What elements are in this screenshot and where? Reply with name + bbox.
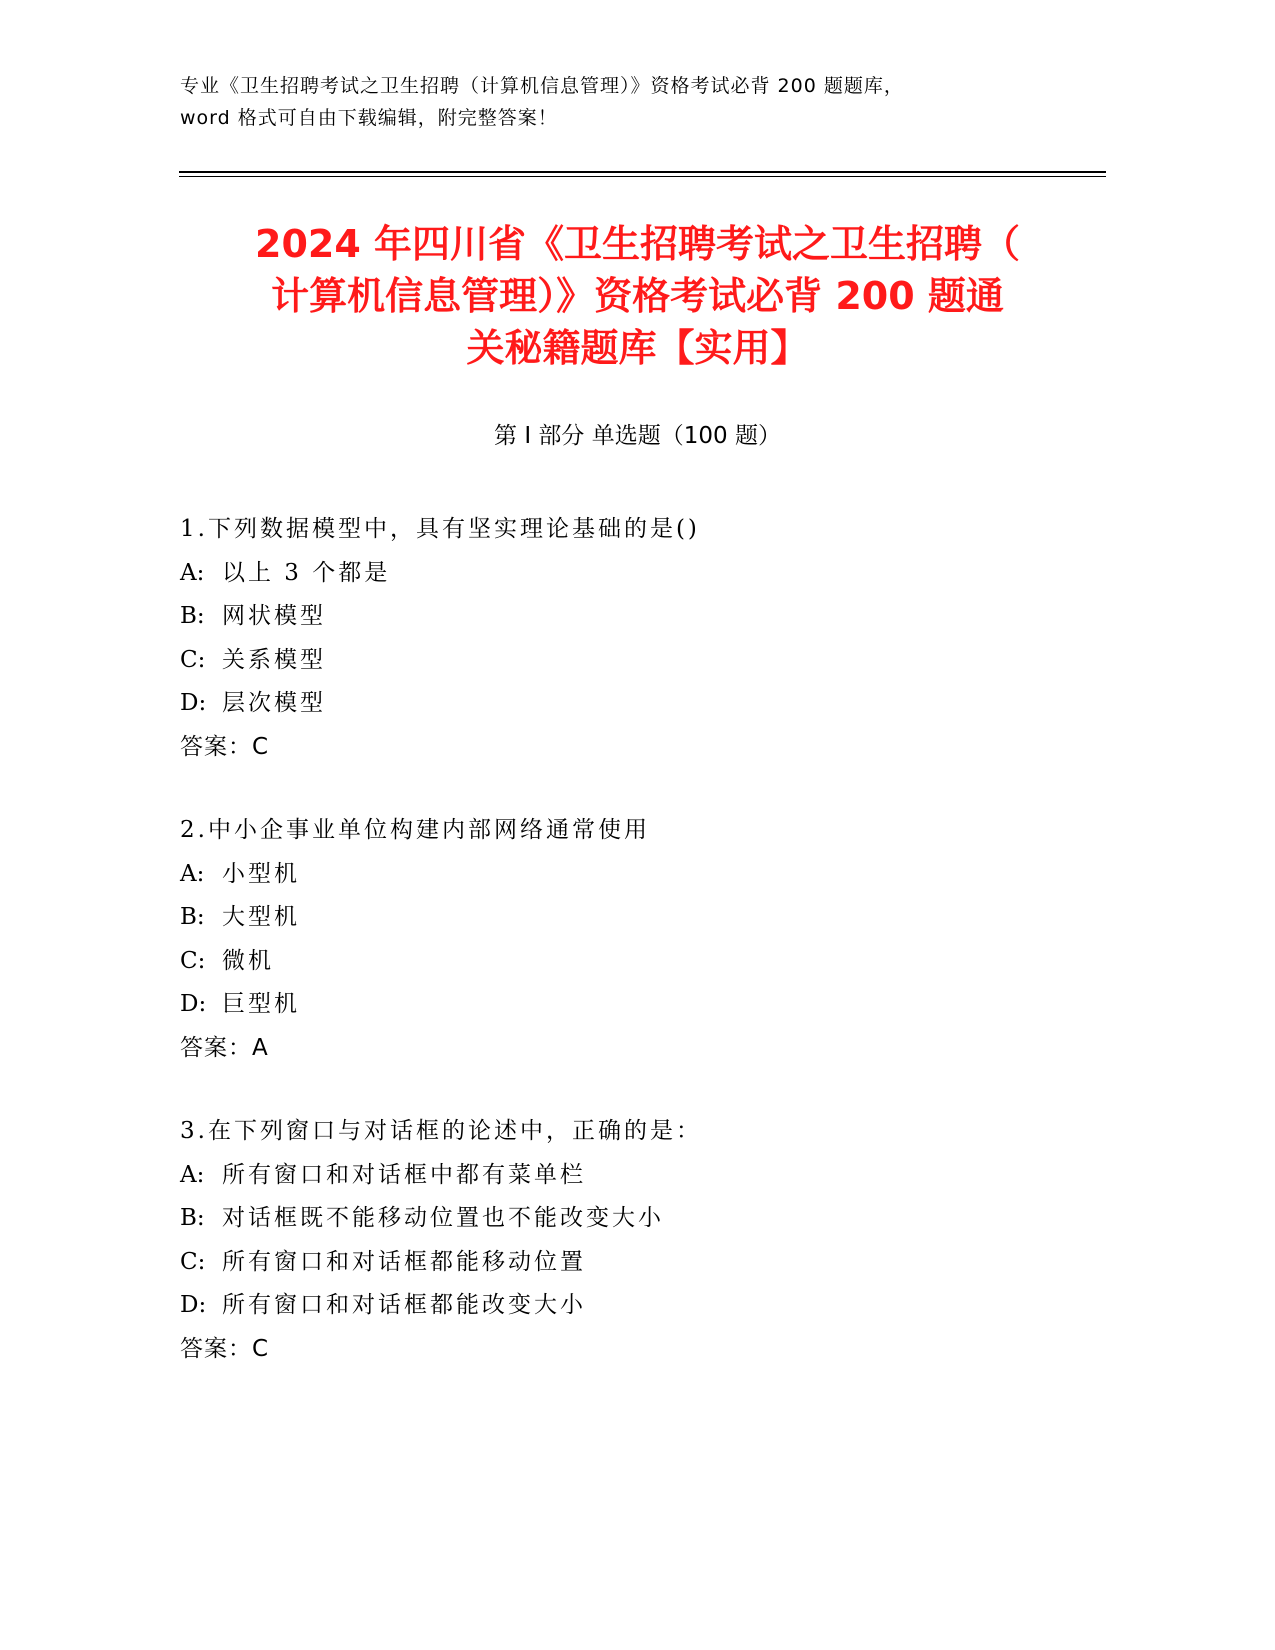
title-line2: 计算机信息管理）》资格考试必背 200 题通 (271, 274, 1004, 318)
title-line1: 2024 年四川省《卫生招聘考试之卫生招聘（ (255, 222, 1020, 266)
question-stem: 1.下列数据模型中，具有坚实理论基础的是() (180, 516, 700, 542)
option-a (180, 552, 1110, 596)
question-stem: 3.在下列窗口与对话框的论述中，正确的是： (180, 1118, 702, 1144)
option-letter: C: (180, 646, 206, 673)
question-1 (180, 508, 1110, 769)
option-text: 所有窗口和对话框都能改变大小 (222, 1292, 586, 1318)
option-text: 以上 3 个都是 (222, 559, 391, 586)
option-text: 微机 (222, 947, 274, 974)
option-text: 关系模型 (222, 646, 326, 673)
answer-line: 答案：C (180, 733, 270, 760)
section-heading: 第 I 部分 单选题（100 题） (494, 423, 781, 449)
option-letter: C: (180, 947, 206, 974)
option-b (180, 595, 1110, 639)
option-letter: D: (180, 1292, 207, 1318)
option-letter: D: (180, 690, 207, 716)
option-a (180, 853, 1110, 897)
option-text: 所有窗口和对话框都能移动位置 (222, 1248, 586, 1275)
option-letter: A: (180, 1161, 205, 1188)
option-b (180, 896, 1110, 940)
option-text: 网状模型 (222, 603, 326, 629)
option-letter: A: (180, 559, 205, 586)
header-note-line1: 专业《卫生招聘考试之卫生招聘（计算机信息管理）》资格考试必背 200 题题库， (180, 75, 904, 97)
option-c (180, 940, 1110, 984)
option-c (180, 639, 1110, 683)
title-line3: 关秘籍题库【实用】 (466, 326, 809, 370)
option-d (180, 682, 1110, 726)
answer-line: 答案：C (180, 1335, 270, 1362)
option-text: 层次模型 (222, 690, 326, 716)
option-text: 大型机 (222, 904, 300, 930)
option-text: 巨型机 (222, 991, 300, 1017)
option-letter: C: (180, 1248, 206, 1275)
question-stem: 2.中小企事业单位构建内部网络通常使用 (180, 817, 650, 843)
option-letter: B: (180, 904, 205, 930)
question-list (180, 508, 1110, 1411)
option-letter: A: (180, 860, 205, 887)
option-letter: B: (180, 603, 205, 629)
header-rule-thick (179, 171, 1106, 173)
option-b (180, 1197, 1110, 1241)
option-text: 小型机 (222, 860, 300, 887)
option-d (180, 983, 1110, 1027)
answer-line: 答案：A (180, 1034, 269, 1061)
header-note (180, 70, 1110, 134)
header-rule-thin (179, 176, 1106, 177)
option-text: 对话框既不能移动位置也不能改变大小 (222, 1205, 664, 1231)
option-text: 所有窗口和对话框中都有菜单栏 (222, 1161, 586, 1188)
option-d (180, 1284, 1110, 1328)
question-3 (180, 1110, 1110, 1371)
document-title (170, 218, 1105, 374)
question-2 (180, 809, 1110, 1070)
header-note-line2: word 格式可自由下载编辑，附完整答案！ (180, 107, 558, 129)
option-c (180, 1241, 1110, 1285)
option-letter: B: (180, 1205, 205, 1231)
option-a (180, 1154, 1110, 1198)
option-letter: D: (180, 991, 207, 1017)
